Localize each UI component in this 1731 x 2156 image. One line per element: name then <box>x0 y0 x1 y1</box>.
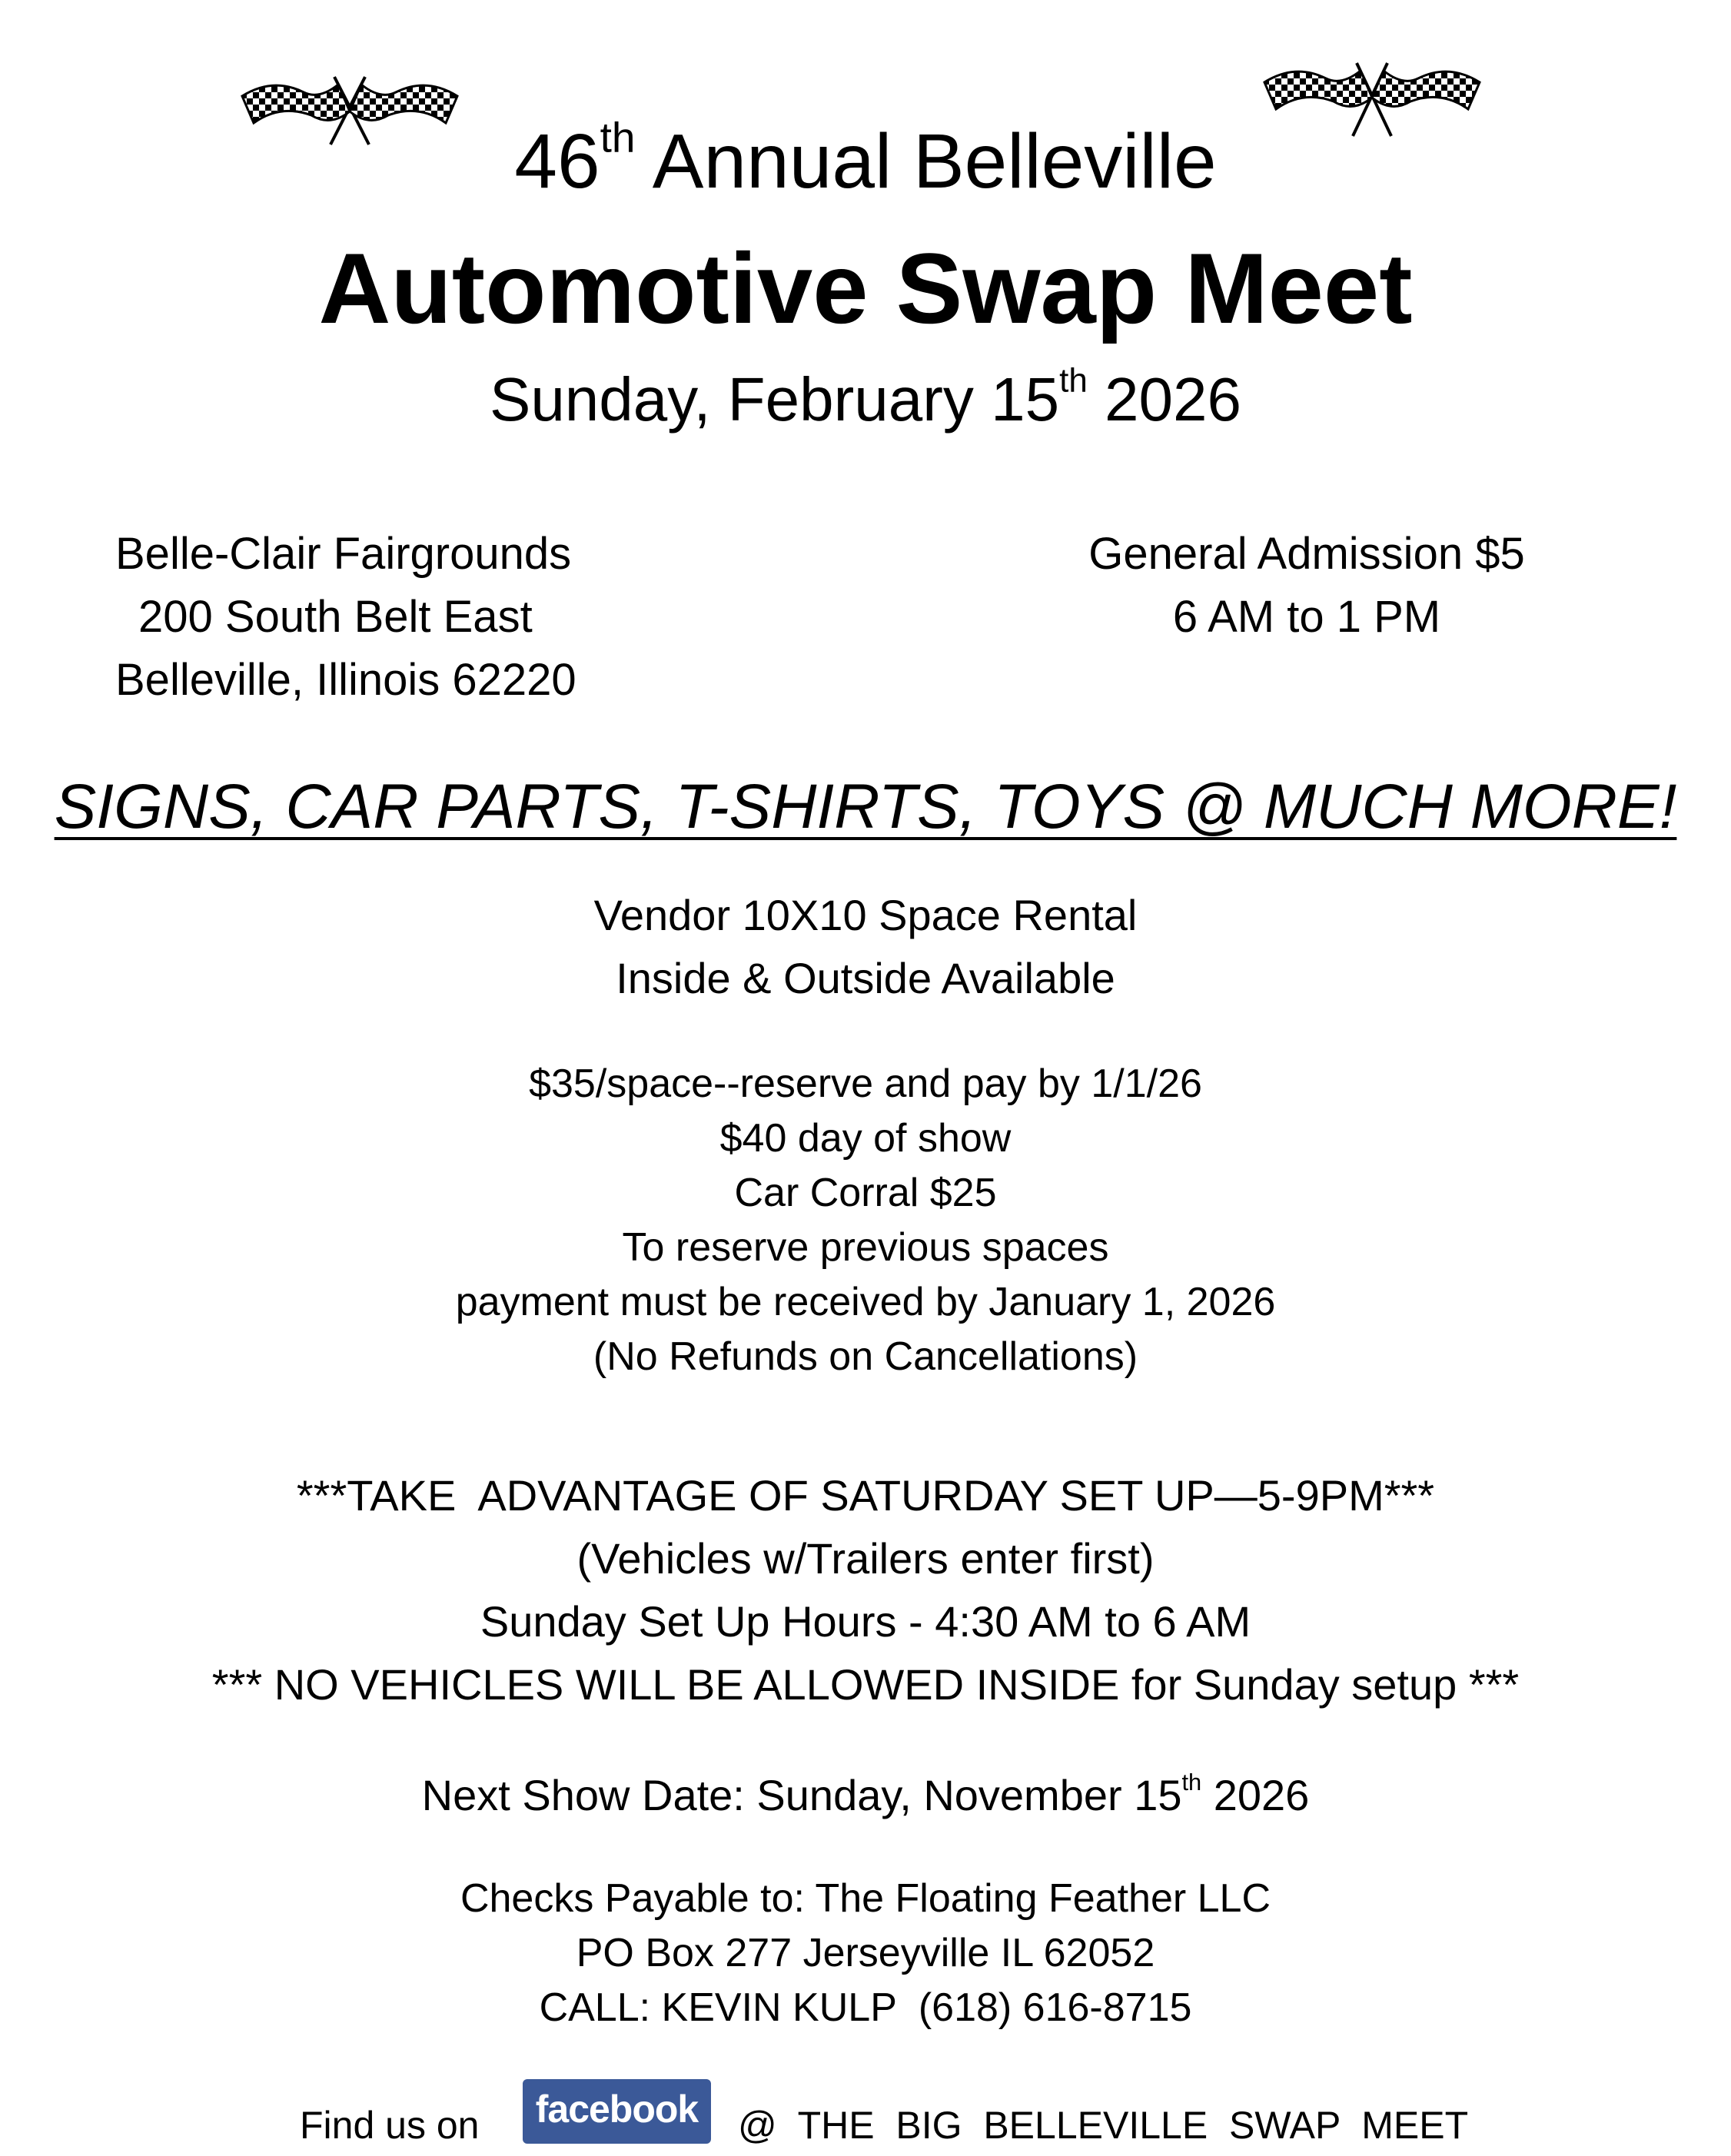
venue-city: Belleville, Illinois 62220 <box>115 655 576 705</box>
setup-saturday: ***TAKE ADVANTAGE OF SATURDAY SET UP—5-9PM*** <box>296 1471 1435 1520</box>
next-show-date: Next Show Date: Sunday, November 15th 2026 <box>421 1768 1310 1819</box>
admission-hours: 6 AM to 1 PM <box>1172 592 1441 642</box>
venue-street: 200 South Belt East <box>138 592 533 642</box>
pricing-reserve: $35/space--reserve and pay by 1/1/26 <box>529 1061 1202 1106</box>
find-us-label: Find us on <box>300 2104 480 2147</box>
vendor-availability: Inside & Outside Available <box>616 954 1115 1002</box>
pricing-payment-deadline: payment must be received by January 1, 2026 <box>455 1280 1276 1324</box>
vendor-info <box>0 884 1731 1010</box>
facebook-logo-icon[interactable] <box>523 2079 711 2144</box>
vendor-pricing <box>0 1057 1731 1384</box>
setup-sunday-hours: Sunday Set Up Hours - 4:30 AM to 6 AM <box>480 1597 1251 1646</box>
checks-payable: Checks Payable to: The Floating Feather LLC <box>460 1876 1271 1921</box>
event-main-title: Automotive Swap Meet <box>318 232 1413 344</box>
venue-address <box>115 523 576 712</box>
contact-info <box>0 1872 1731 2035</box>
event-date: Sunday, February 15th 2026 <box>489 361 1242 434</box>
admission-price: General Admission $5 <box>1088 529 1525 579</box>
pricing-reserve-previous: To reserve previous spaces <box>622 1225 1109 1270</box>
venue-name: Belle-Clair Fairgrounds <box>115 529 572 579</box>
vendor-space-rental: Vendor 10X10 Space Rental <box>593 891 1138 939</box>
event-edition-title: 46th Annual Belleville <box>514 113 1217 204</box>
setup-no-vehicles-inside: *** NO VEHICLES WILL BE ALLOWED INSIDE for Sunday setup *** <box>211 1660 1520 1709</box>
mailing-address: PO Box 277 Jerseyville IL 62052 <box>576 1931 1155 1975</box>
admission-info <box>922 523 1691 649</box>
pricing-no-refunds: (No Refunds on Cancellations) <box>593 1334 1138 1379</box>
facebook-logo-text: facebook <box>535 2088 699 2131</box>
pricing-day-of-show: $40 day of show <box>719 1116 1012 1161</box>
phone-contact: CALL: KEVIN KULP (618) 616-8715 <box>539 1985 1192 2030</box>
setup-info <box>0 1464 1731 1716</box>
pricing-car-corral: Car Corral $25 <box>734 1171 997 1215</box>
facebook-page-name[interactable]: @ THE BIG BELLEVILLE SWAP MEET <box>738 2104 1469 2147</box>
social-media-line <box>0 2079 1731 2156</box>
setup-trailers: (Vehicles w/Trailers enter first) <box>576 1534 1155 1583</box>
merchandise-tagline: SIGNS, CAR PARTS, T-SHIRTS, TOYS @ MUCH MORE! <box>54 772 1677 842</box>
